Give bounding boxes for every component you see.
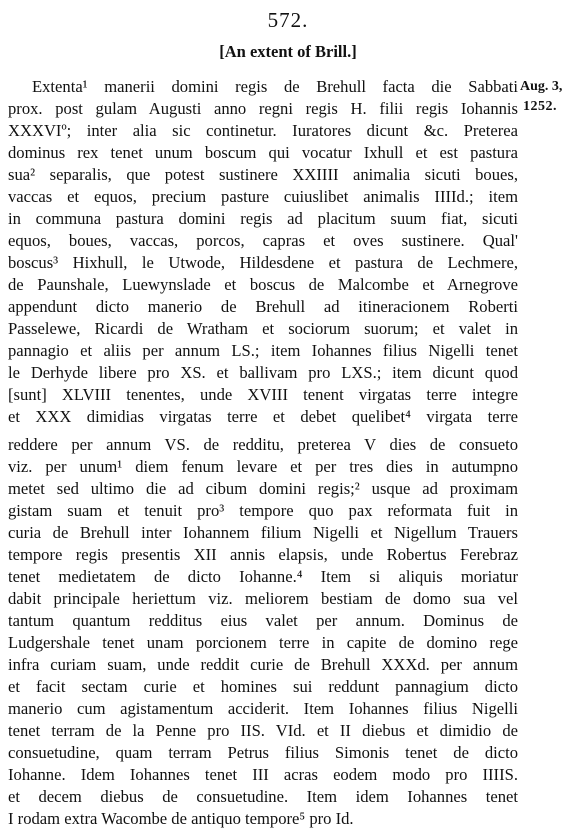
text-line: Iohanne. Idem Iohannes tenet III acras eodem modo pro IIIIS. [8, 765, 518, 784]
text-line: dominus rex tenet unum boscum qui vocatur Ixhull et est pastura [8, 143, 518, 162]
text-line: XXXVIº; inter alia sic continetur. Iuratores dicunt &c. Preterea [8, 121, 518, 140]
text-line: et decem diebus de consuetudine. Item idem Iohannes tenet [8, 787, 518, 806]
margin-date-note [520, 77, 576, 117]
text-line: viz. per unum¹ diem fenum levare et per tres dies in autumpno [8, 457, 518, 476]
text-line: equos, boues, vaccas, porcos, capras et oves sustinere. Qual' [8, 231, 518, 250]
text-line: Passelewe, Ricardi de Wratham et sociorum suorum; et valet in [8, 319, 518, 338]
text-line: dabit principale heriettum viz. meliorem bestiam de domo sua vel [8, 589, 518, 608]
text-line: et XXX dimidias virgatas terre et debet quelibet⁴ virgata terre [8, 407, 518, 426]
text-line: tenet medietatem de dicto Iohanne.⁴ Item si aliquis moriatur [8, 567, 518, 586]
text-line: in communa pastura domini regis ad placitum suum fiat, sicuti [8, 209, 518, 228]
page-number: 572. [267, 8, 309, 32]
text-line: Extenta¹ manerii domini regis de Brehull facta die Sabbati [32, 77, 518, 96]
text-line: pannagio et aliis per annum LS.; item Iohannes filius Nigelli tenet [8, 341, 518, 360]
text-line: et facit sectam curie et homines sui reddunt pannagium dicto [8, 677, 518, 696]
text-line: prox. post gulam Augusti anno regni regis H. filii regis Iohannis [8, 99, 518, 118]
text-line: Ludgershale tenet unam porcionem terre in capite de domino rege [8, 633, 518, 652]
margin-note-line-1: Aug. 3, [520, 79, 563, 94]
text-line: tenet terram de la Penne pro IIS. VId. et II diebus et dimidio de [8, 721, 518, 740]
text-line: de Paunshale, Luewynslade et boscus de Malcombe et Arnegrove [8, 275, 518, 294]
document-title: [An extent of Brill.] [219, 42, 357, 61]
text-line: I rodam extra Wacombe de antiquo tempore⁵ pro Id. [8, 809, 354, 828]
margin-note-line-2: 1252. [523, 99, 557, 114]
body-text [8, 76, 518, 830]
text-line: gistam suam et tenuit pro³ tempore quo pax reformata fuit in [8, 501, 518, 520]
text-line: sua² separalis, que potest sustinere XXIIII animalia sicuti boues, [8, 165, 518, 184]
text-line: le Derhyde libere pro XS. et ballivam pro LXS.; item dicunt quod [8, 363, 518, 382]
text-line: appendunt dicto manerio de Brehull ad itineracionem Roberti [8, 297, 518, 316]
text-line: curia de Brehull inter Iohannem filium Nigelli et Nigellum Trauers [8, 523, 518, 542]
text-line: tantum quantum redditus eius valet per annum. Dominus de [8, 611, 518, 630]
text-line: consuetudine, quam terram Petrus filius Simonis tenet de dicto [8, 743, 518, 762]
text-line: vaccas et equos, precium pasture cuiuslibet animalis IIIId.; item [8, 187, 518, 206]
text-line: tempore regis presentis XII annis elapsis, unde Robertus Ferebraz [8, 545, 518, 564]
text-line: boscus³ Hixhull, le Utwode, Hildesdene et pastura de Lechmere, [8, 253, 518, 272]
text-line: infra curiam suam, unde reddit curie de Brehull XXXd. per annum [8, 655, 518, 674]
text-line: manerio cum agistamentum acciderit. Item Iohannes filius Nigelli [8, 699, 518, 718]
text-line: metet sed ultimo die ad cibum domini regis;² usque ad proximam [8, 479, 518, 498]
text-line: [sunt] XLVIII tenentes, unde XVIII tenent virgatas terre integre [8, 385, 518, 404]
text-line: reddere per annum VS. de redditu, preterea V dies de consueto [8, 435, 518, 454]
